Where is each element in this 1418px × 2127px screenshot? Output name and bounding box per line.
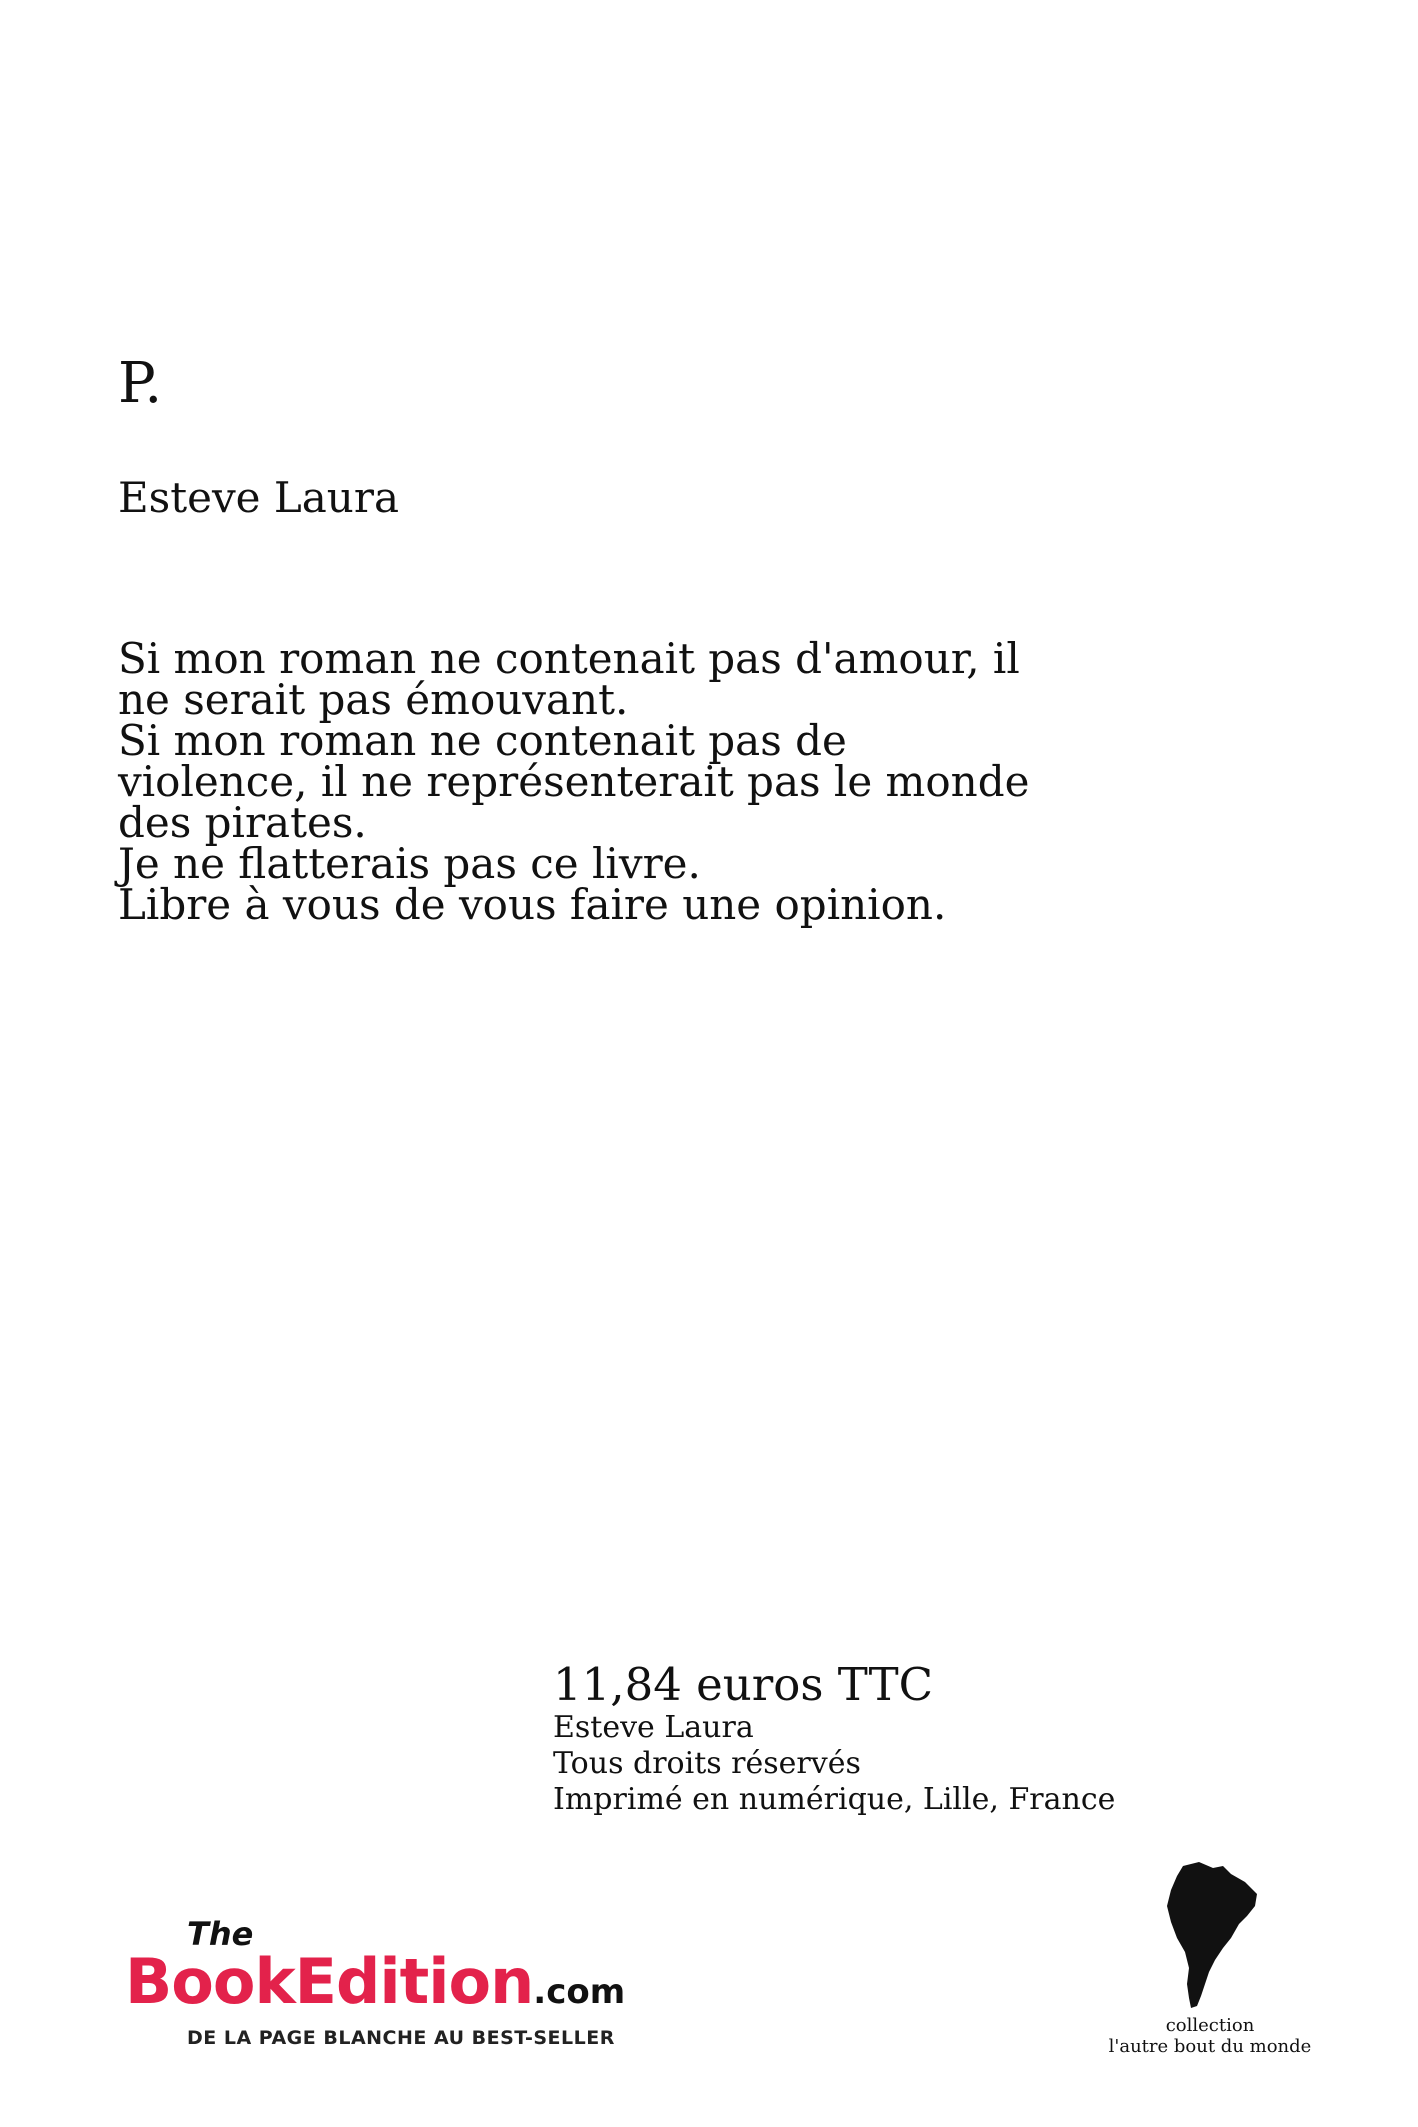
collection-label: collection: [1165, 2015, 1255, 2036]
logo-suffix: .com: [533, 1972, 626, 2012]
publisher-logo: [125, 1915, 705, 2065]
logo-brand: [125, 1945, 625, 2018]
book-author: Esteve Laura: [118, 473, 399, 522]
print-location: Imprimé en numérique, Lille, France: [553, 1781, 1116, 1817]
collection-logo: [1100, 1860, 1320, 2060]
blurb-line: Si mon roman ne contenait pas d'amour, il: [118, 634, 1020, 683]
blurb-line: violence, il ne représenterait pas le monde: [118, 757, 1030, 806]
price: 11,84 euros TTC: [553, 1658, 934, 1711]
blurb-line: Si mon roman ne contenait pas de: [118, 716, 847, 765]
logo-tagline: DE LA PAGE BLANCHE AU BEST-SELLER: [187, 2027, 615, 2049]
collection-name: l'autre bout du monde: [1108, 2036, 1312, 2057]
book-blurb: [118, 634, 1098, 929]
book-title: P.: [118, 351, 163, 416]
blurb-line: Je ne flatterais pas ce livre.: [118, 839, 701, 888]
imprint-block: [553, 1660, 1115, 1818]
blurb-line: Libre à vous de vous faire une opinion.: [118, 880, 947, 929]
south-america-map-icon: [1165, 1860, 1260, 2010]
imprint-author: Esteve Laura: [553, 1709, 754, 1745]
blurb-line: des pirates.: [118, 798, 367, 847]
logo-the: The: [187, 1915, 254, 1953]
logo-brand-name: BookEdition: [125, 1945, 534, 2018]
blurb-line: ne serait pas émouvant.: [118, 675, 629, 724]
rights-notice: Tous droits réservés: [553, 1745, 861, 1781]
